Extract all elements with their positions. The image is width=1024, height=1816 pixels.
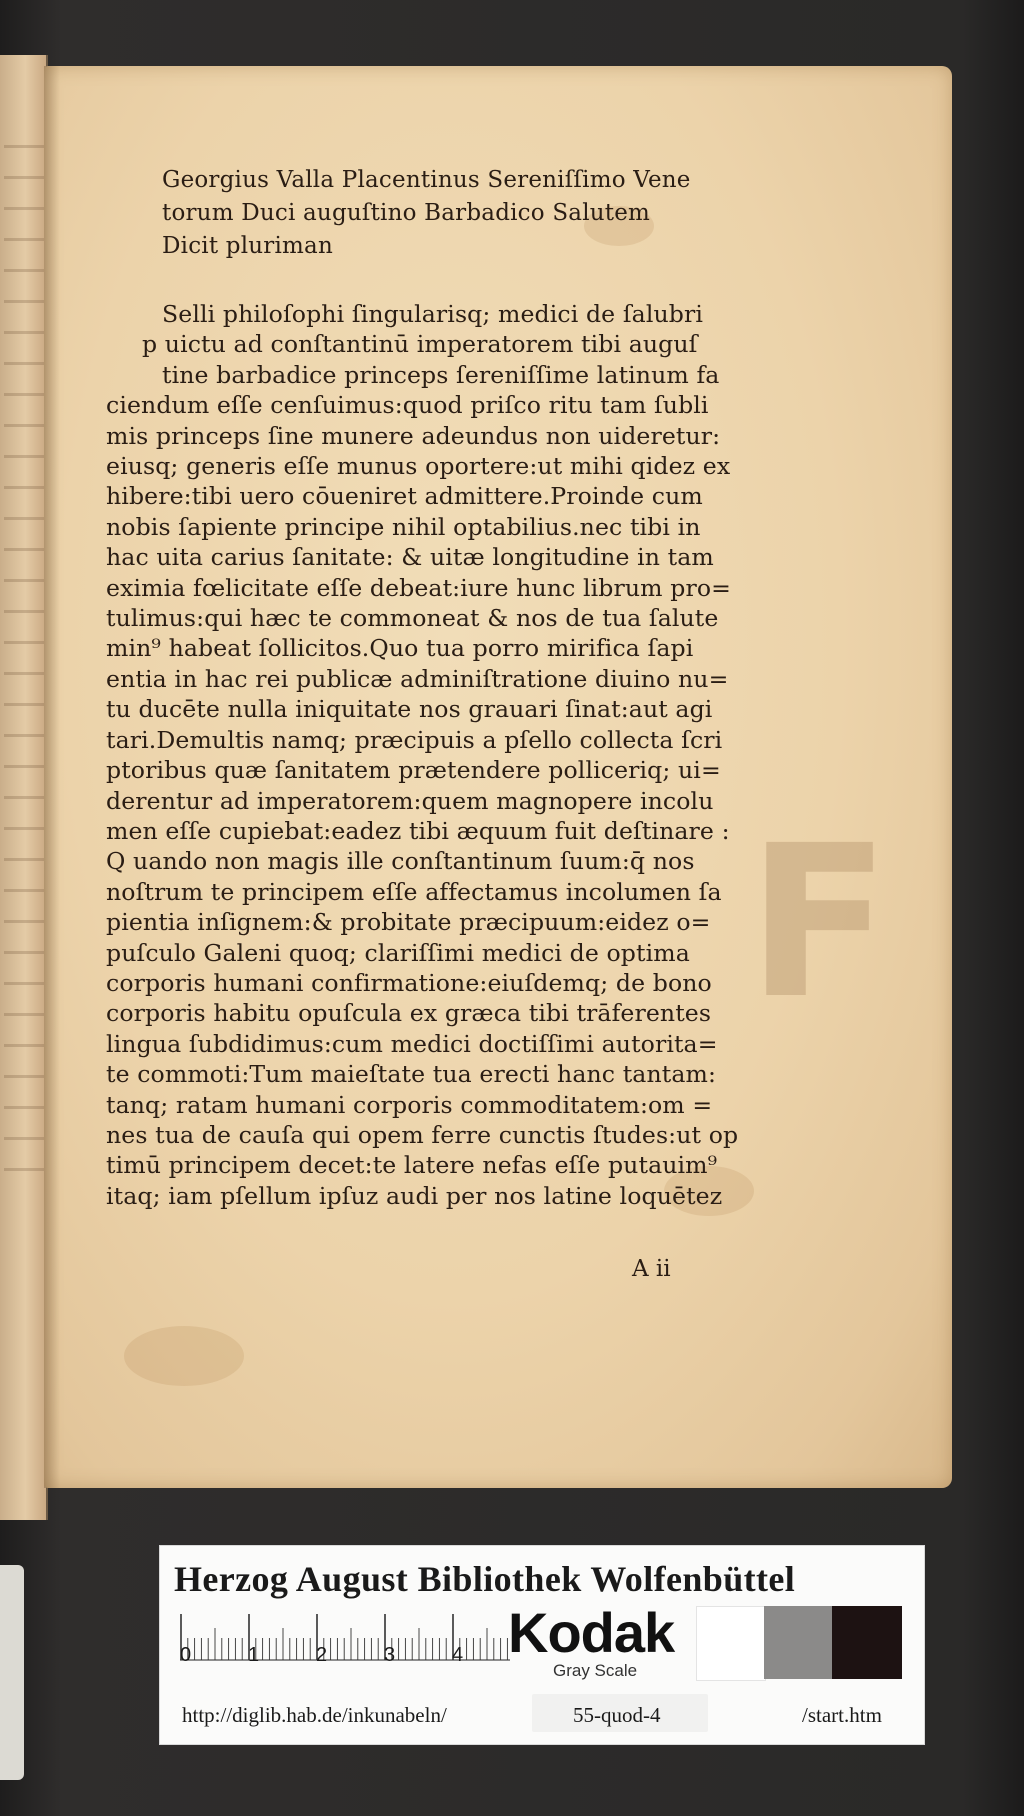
adjacent-page-text xyxy=(4,548,44,551)
text-line: entia in hac rei publicæ adminiſtratione diuino nu= xyxy=(106,664,729,693)
text-line: puſculo Galeni quoq; clariſſimi medici de optima xyxy=(106,938,690,967)
adjacent-page-text xyxy=(4,641,44,644)
adjacent-page-text xyxy=(4,1168,44,1171)
adjacent-page-text xyxy=(4,765,44,768)
adjacent-page-text xyxy=(4,176,44,179)
grayscale-label: Gray Scale xyxy=(553,1661,638,1680)
adjacent-page-text xyxy=(4,207,44,210)
text-line: ciendum eſſe cenſuimus:quod priſco ritu tam ſubli xyxy=(106,391,709,420)
gray-swatch xyxy=(764,1606,832,1679)
adjacent-page-text xyxy=(4,920,44,923)
text-line: corporis humani confirmatione:eiuſdemq; de bono xyxy=(106,968,712,997)
text-line: nobis ſapiente principe nihil optabilius.nec tibi in xyxy=(106,512,701,541)
signature-mark: A ii xyxy=(632,1256,671,1282)
text-line: Selli philoſophi ſingularisq; medici de ſalubri xyxy=(162,300,703,328)
text-line: tine barbadice princeps ſereniſſime latinum fa xyxy=(162,360,720,389)
adjacent-page-text xyxy=(4,238,44,241)
text-line: noſtrum te principem eſſe affectamus incolumen ſa xyxy=(106,877,722,906)
text-line: hibere:tibi uero cōueniret admittere.Proinde cum xyxy=(106,482,703,511)
adjacent-page-text xyxy=(4,1044,44,1047)
adjacent-page-text xyxy=(4,362,44,365)
text-line: derentur ad imperatorem:quem magnopere incolu xyxy=(106,786,714,815)
text-line: ptoribus quæ ſanitatem prætendere polliceriq; ui= xyxy=(106,756,721,785)
text-line: tari.Demultis namq; præcipuis a pſello collecta ſcri xyxy=(106,725,723,754)
text-line: lingua ſubdidimus:cum medici doctiſſimi autorita= xyxy=(106,1029,718,1058)
adjacent-page-edge xyxy=(0,55,48,1520)
dedication-heading xyxy=(106,164,766,263)
adjacent-page-text xyxy=(4,672,44,675)
text-line: tu ducēte nulla iniquitate nos grauari ſinat:aut agi xyxy=(106,695,713,724)
adjacent-page-text xyxy=(4,703,44,706)
adjacent-page-text xyxy=(4,951,44,954)
text-line: corporis habitu opuſcula ex græca tibi trāferentes xyxy=(106,999,712,1028)
adjacent-page-text xyxy=(4,734,44,737)
book-page xyxy=(44,66,952,1488)
adjacent-page-text xyxy=(4,145,44,148)
adjacent-page-text xyxy=(4,393,44,396)
text-line: p uictu ad conſtantinū imperatorem tibi auguſ xyxy=(142,330,698,359)
white-swatch xyxy=(696,1606,766,1681)
url-suffix: /start.htm xyxy=(802,1703,882,1727)
adjacent-page-text xyxy=(4,982,44,985)
ruler-label: 2 xyxy=(316,1644,328,1666)
adjacent-page-text xyxy=(4,858,44,861)
adjacent-page-text xyxy=(4,269,44,272)
adjacent-page-text xyxy=(4,610,44,613)
adjacent-page-text xyxy=(4,331,44,334)
adjacent-page-text xyxy=(4,1013,44,1016)
text-line: Q uando non magis ille conſtantinum ſuum:q̄ nos xyxy=(106,847,695,876)
color-reference-card xyxy=(159,1545,925,1745)
text-line: eiusq; generis eſſe munus oportere:ut mihi qidez ex xyxy=(106,452,731,481)
text-line: tanq; ratam humani corporis commoditatem:om = xyxy=(106,1090,713,1119)
ruler-label: 0 xyxy=(180,1644,192,1666)
ruler-label: 1 xyxy=(248,1644,260,1666)
ruler-label: 4 xyxy=(452,1644,464,1666)
text-line: hac uita carius ſanitate: & uitæ longitudine in tam xyxy=(106,543,714,572)
text-line: te commoti:Tum maieſtate tua erecti hanc tantam: xyxy=(106,1060,717,1089)
ruler-label: 3 xyxy=(384,1644,396,1666)
black-swatch xyxy=(832,1606,902,1679)
adjacent-page-text xyxy=(4,796,44,799)
text-line: nes tua de cauſa qui opem ferre cunctis ſtudes:ut op xyxy=(106,1120,739,1149)
adjacent-page-text xyxy=(4,517,44,520)
text-line: eximia fœlicitate eſſe debeat:iure hunc librum pro= xyxy=(106,573,731,602)
show-through-letter: F xyxy=(747,800,891,1045)
adjacent-page-text xyxy=(4,455,44,458)
adjacent-page-text xyxy=(4,300,44,303)
text-line: mis princeps ſine munere adeundus non uideretur: xyxy=(106,421,721,450)
adjacent-page-text xyxy=(4,486,44,489)
adjacent-page-text xyxy=(4,1137,44,1140)
heading-line: Georgius Valla Placentinus Sereniſſimo Vene xyxy=(162,167,691,193)
text-line: tulimus:qui hæc te commoneat & nos de tua ſalute xyxy=(106,604,719,633)
url-id: 55-quod-4 xyxy=(573,1703,661,1727)
text-line: timū principem decet:te latere nefas eſſe putauim⁹ xyxy=(106,1151,718,1180)
library-label-sticker xyxy=(0,1565,24,1780)
text-line: itaq; iam pſellum ipſuz audi per nos latine loquētez xyxy=(106,1181,723,1210)
paper-stain xyxy=(124,1326,244,1386)
adjacent-page-text xyxy=(4,1075,44,1078)
text-line: min⁹ habeat ſollicitos.Quo tua porro mirifica ſapi xyxy=(106,634,694,663)
text-line: pientia inſignem:& probitate præcipuum:eidez o= xyxy=(106,908,711,937)
adjacent-page-text xyxy=(4,827,44,830)
text-block xyxy=(106,164,766,1211)
library-name: Herzog August Bibliothek Wolfenbüttel xyxy=(174,1559,796,1599)
kodak-logo: Kodak xyxy=(508,1601,675,1664)
adjacent-page-text xyxy=(4,424,44,427)
heading-line: Dicit pluriman xyxy=(162,233,333,259)
adjacent-page-text xyxy=(4,889,44,892)
url-prefix: http://diglib.hab.de/inkunabeln/ xyxy=(182,1703,447,1727)
body-text xyxy=(106,299,766,1211)
spine-shadow xyxy=(44,66,60,1488)
text-line: men eſſe cupiebat:eadez tibi æquum fuit deſtinare : xyxy=(106,816,730,845)
heading-line: torum Duci auguſtino Barbadico Salutem xyxy=(162,200,651,226)
adjacent-page-text xyxy=(4,1106,44,1109)
adjacent-page-text xyxy=(4,579,44,582)
